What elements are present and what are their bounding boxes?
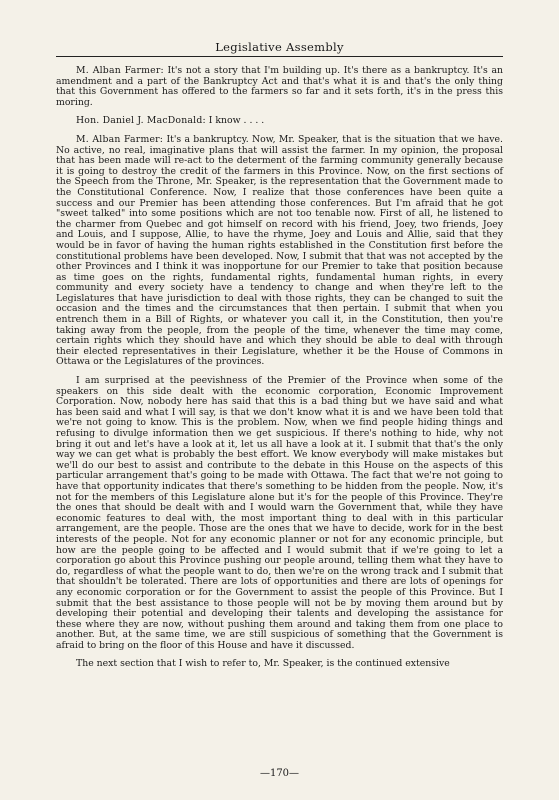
paragraph: [56, 66, 503, 108]
paragraph: [56, 376, 503, 651]
paragraph-text: The next section that I wish to refer to, Mr. Speaker, is the continued extensive: [76, 658, 450, 670]
paragraph-text: It's not a story that I'm building up. It's there as a bankruptcy. It's an amendment and a part of the Bankruptcy Act and that's what it is and that's the only thing that this Government has offered to the farmers so far and it sets forth, it's in the press this moring.: [56, 65, 503, 108]
paragraph-text: I know . . . .: [205, 115, 265, 127]
paragraph: [56, 135, 503, 368]
paragraph-text: I am surprised at the peevishness of the Premier of the Province when some of the speakers on this side dealt with the economic corporation, Economic Improvement Corporation. Now, nobody here has said that this is a bad thing but we have said and what has been said and what I will say, is that we don't know what it is and we have been told that we're not going to know. This is the problem. Now, when we find people hiding things and refusing to divulge information then we get suspicious. If there's nothing to hide, why not bring it out and let's have a look at it, let us all have a look at it. I submit that that's the only way we can get what is probably the best effort. We know everybody will make mistakes but we'll do our best to assist and contribute to the debate in this House on the aspects of this particular arrangement that's going to be made with Ottawa. The fact that we're not going to have that opportunity indicates that there's something to be hidden from the people. Now, it's not for the members of this Legislature alone but it's for the people of this Province. They're the ones that should be dealt with and I would warn the Government that, while they have economic features to deal with, the most important thing to deal with in this particular arrangement, are the people. Those are the ones that we have to decide, work for in the best interests of the people. Not for any economic planner or not for any economic principle, but how are the people going to be affected and I would submit that if we're going to let a corporation go about this Province pushing our people around, telling them what they have to do, regardless of what the people want to do, then we're on the wrong track and I submit that that shouldn't be tolerated. There are lots of opportunities and there are lots of openings for any economic corporation or for the Government to assist the people of this Province. But I submit that the best assistance to those people will not be by moving them around but by developing their potential and developing their talents and developing the assistance for these where they are now, without pushing them around and taking them from one place to another. But, at the same time, we are still suspicious of something that the Government is afraid to bring on the floor of this House and have it discussed.: [56, 375, 503, 651]
paragraph-text: It's a bankruptcy. Now, Mr. Speaker, that is the situation that we have. No active, no real, imaginative plans that will assist the farmer. In my opinion, the proposal that has been made will re-act to the determent of the farming community generally because it is going to destroy the credit of the farmers in this Province. Now, on the first sections of the Speech from the Throne, Mr. Speaker, is the representation that the Government made to the Constitutional Conference. Now, I realize that those conferences have been quite a success and our Premier has been attending those conferences. But I'm afraid that he got "sweet talked" into some positions which are not too tenable now. First of all, he listened to the charmer from Quebec and got himself on record with his friend, Joey, two friends, Joey and Louis, and I suppose, Allie, to have the rhyme, Joey and Louis and Allie, said that they would be in favor of having the human rights established in the Constitution first before the constitutional problems have been developed. Now, I submit that that was not accepted by the other Provinces and I think it was inopportune for our Premier to take that position because as time goes on the rights, fundamental rights, fundamental human rights, in every community and every society have a tendency to change and when they're left to the Legislatures that have jurisdiction to deal with those rights, they can be changed to suit the occasion and the times and the circumstances that then pertain. I submit that when you entrench them in a Bill of Rights, or whatever you call it, in the Constitution, then you're taking away from the people, from the people of the time, whenever the time may come, certain rights which they should have and which they should be able to deal with through their elected representatives in their Legislature, whether it be the House of Commons in Ottawa or the Legislatures of the provinces.: [56, 133, 503, 368]
paragraph: [56, 659, 503, 670]
page-number: —170—: [259, 768, 300, 779]
paragraph: [56, 116, 503, 127]
speaker-name: M. Alban Farmer:: [76, 65, 164, 76]
transcript-body: [56, 66, 503, 678]
header-rule: [56, 56, 503, 57]
speaker-name: M. Alban Farmer:: [76, 133, 164, 145]
page-header: Legislative Assembly: [215, 40, 344, 54]
speaker-name: Hon. Daniel J. MacDonald:: [76, 115, 206, 127]
